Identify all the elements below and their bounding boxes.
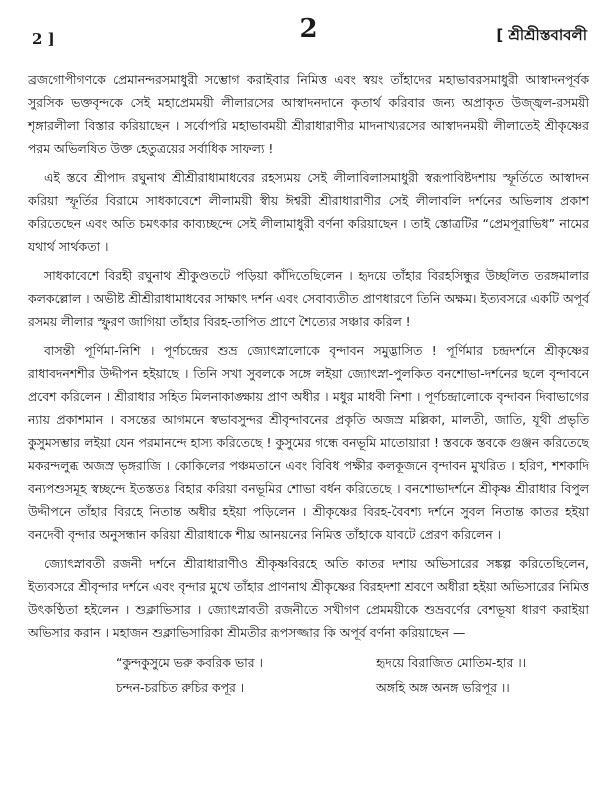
verse-right: অঙ্গহি অঙ্গ অনঙ্গ ভরিপূর ।। <box>376 680 510 695</box>
verse-right: হৃদয়ে বিরাজিত মোতিম-হার ।। <box>376 655 527 670</box>
verse-line <box>28 675 589 700</box>
page-header <box>28 0 589 68</box>
verse-left: “কুন্দকুসুমে ভরু কবরিক ভার । <box>116 655 263 670</box>
body-text <box>28 68 589 644</box>
page-number-left: 2 ] <box>32 30 55 48</box>
verse-line <box>28 650 589 675</box>
paragraph: জ্যোৎস্নাবতী রজনী দর্শনে শ্রীরাধারাণীও শ্রীকৃষ্ণবিরহে অতি কাতর দশায় অভিসারের সঙ্কল্প করিতেছিলেন, ইত্যবসরে শ্রীবৃন্দার দর্শনে এবং বৃন্দার মুখে তাঁহার প্রাণনাথ শ্রীকৃষ্ণের বিরহদশা শ্রবণে অধীরা হইয়া অভিসারের নিমিত্ত উৎকণ্ঠিতা হইলেন । শুক্লাভিসার । জ্যোৎস্নাবতী রজনীতে সখীগণ প্রেমময়ীকে শুভ্রবর্ণের বেশভূষা ধারণ করাইয়া অভিসার করান । মহাজন শুক্লাভিসারিকা শ্রীমতীর রূপসজ্জার কি অপূর্ব বর্ণনা করিয়াছেন — <box>28 556 589 640</box>
verse-left: চন্দন-চরচিত রুচির কপূর । <box>116 680 245 695</box>
paragraph: এই স্তবে শ্রীপাদ রঘুনাথ শ্রীশ্রীরাধামাধবের রহস্যময় সেই লীলাবিলাসমাধুরী স্বরূপাবিষ্টদশায় স্ফূর্তিতে আস্বাদন করিয়া স্ফূর্তির বিরামে সাধকাবেশে লীলাময়ী স্বীয় ঈশ্বরী শ্রীরাধারাণীর সেই লীলাবলি দর্শনের অভিলাষ প্রকাশ করিতেছেন এবং অতি চমৎকার কাব্যচ্ছন্দে সেই লীলামাধুরী বর্ণনা করিয়াছেন । তাই স্তোত্রটির “প্রেমপূরাভিধ” নামের যথার্থ সার্থকতা । <box>28 170 589 254</box>
paragraph: বাসন্তী পূর্ণিমা-নিশি । পূর্ণচন্দ্রের শুভ্র জ্যোৎস্নালোকে বৃন্দাবন সমুদ্ভাসিত ! পূর্ণিমার চন্দ্রদর্শনে শ্রীকৃষ্ণের রাধাবদনশশীর উদ্দীপন হইয়াছে । তিনি সখা সুবলকে সঙ্গে লইয়া জ্যোৎস্না-পুলকিত বনশোভা-দর্শনের ছলে বৃন্দাবনে প্রবেশ করিলেন । শ্রীরাধার সহিত মিলনাকাঙ্ক্ষায় প্রাণ অধীর । মধুর মাধবী নিশা । পূর্ণচন্দ্রালোকে বৃন্দাবন দিবাভাগের ন্যায় প্রকাশমান । বসন্তের আগমনে স্বভাবসুন্দর শ্রীবৃন্দাবনের প্রকৃতি অজস্র মল্লিকা, মালতী, জাতি, যূথী প্রভৃতি কুসুমসম্ভার লইয়া যেন পরমানন্দে হাস্য করিতেছে ! কুসুমের গন্ধে বনভূমি মাতোয়ারা ! স্তবকে স্তবকে গুঞ্জন করিতেছে মকরন্দলুব্ধ অজস্র ভৃঙ্গরাজি । কোকিলের পঞ্চমতানে এবং বিবিধ পক্ষীর কলকূজনে বৃন্দাবন মুখরিত । হরিণ, শশকাদি বন্যপশুসমূহ স্বচ্ছন্দে ইতস্ততঃ বিহার করিয়া বনভূমির শোভা বর্ধন করিতেছে । বনশোভাদর্শনে শ্রীকৃষ্ণ শ্রীরাধার বিপুল উদ্দীপনে তাঁহার বিরহে নিতান্ত অধীর হইয়া পড়িলেন । শ্রীকৃষ্ণের বিরহ-বৈবশ্য দর্শনে সুবল নিতান্ত কাতর হইয়া বনদেবী বৃন্দার অনুসন্ধান করিয়া শ্রীরাধাকে শীঘ্র আনয়নের নিমিত্ত তাঁহাকে যাবটে প্রেরণ করিলেন । <box>28 343 589 542</box>
verse-block <box>28 650 589 700</box>
running-title: [ শ্রীশ্রীস্তবাবলী <box>496 26 587 44</box>
paragraph: ব্রজগোপীগণকে প্রেমানন্দরসমাধুরী সম্ভোগ করাইবার নিমিত্ত এবং স্বয়ং তাঁহাদের মহাভাবরসমাধুরী আস্বাদনপূর্বক সুরসিক ভক্তবৃন্দকে সেই মহাপ্রেমময়ী লীলারসের আস্বাদনদানে কৃতার্থ করিবার জন্য অপ্রাকৃত উজ্জ্বল-রসময়ী শৃঙ্গারলীলা বিস্তার করিয়াছেন । সর্বোপরি মহাভাবময়ী শ্রীরাধারাণীর মাদনাখ্যরসের আস্বাদনময়ী লীলাতেই শ্রীকৃষ্ণের পরম অভিলষিত উক্ত হেতুত্রয়ের সর্বাধিক সাফল্য ! <box>28 72 589 156</box>
page-number-center: 2 <box>299 14 318 44</box>
paragraph: সাধকাবেশে বিরহী রঘুনাথ শ্রীকুণ্ডতটে পড়িয়া কাঁদিতেছিলেন । হৃদয়ে তাঁহার বিরহসিন্ধুর উচ্ছলিত তরঙ্গমালার কলকল্লোল । অভীষ্ট শ্রীশ্রীরাধামাধবের সাক্ষাৎ দর্শন এবং সেবাব্যতীত প্রাণধারণে তিনি অক্ষম। ইত্যবসরে একটি অপূর্ব রসময় লীলার স্ফুরণ জাগিয়া তাঁহার বিরহ-তাপিত প্রাণে শৈত্যের সঞ্চার করিল ! <box>28 268 589 329</box>
